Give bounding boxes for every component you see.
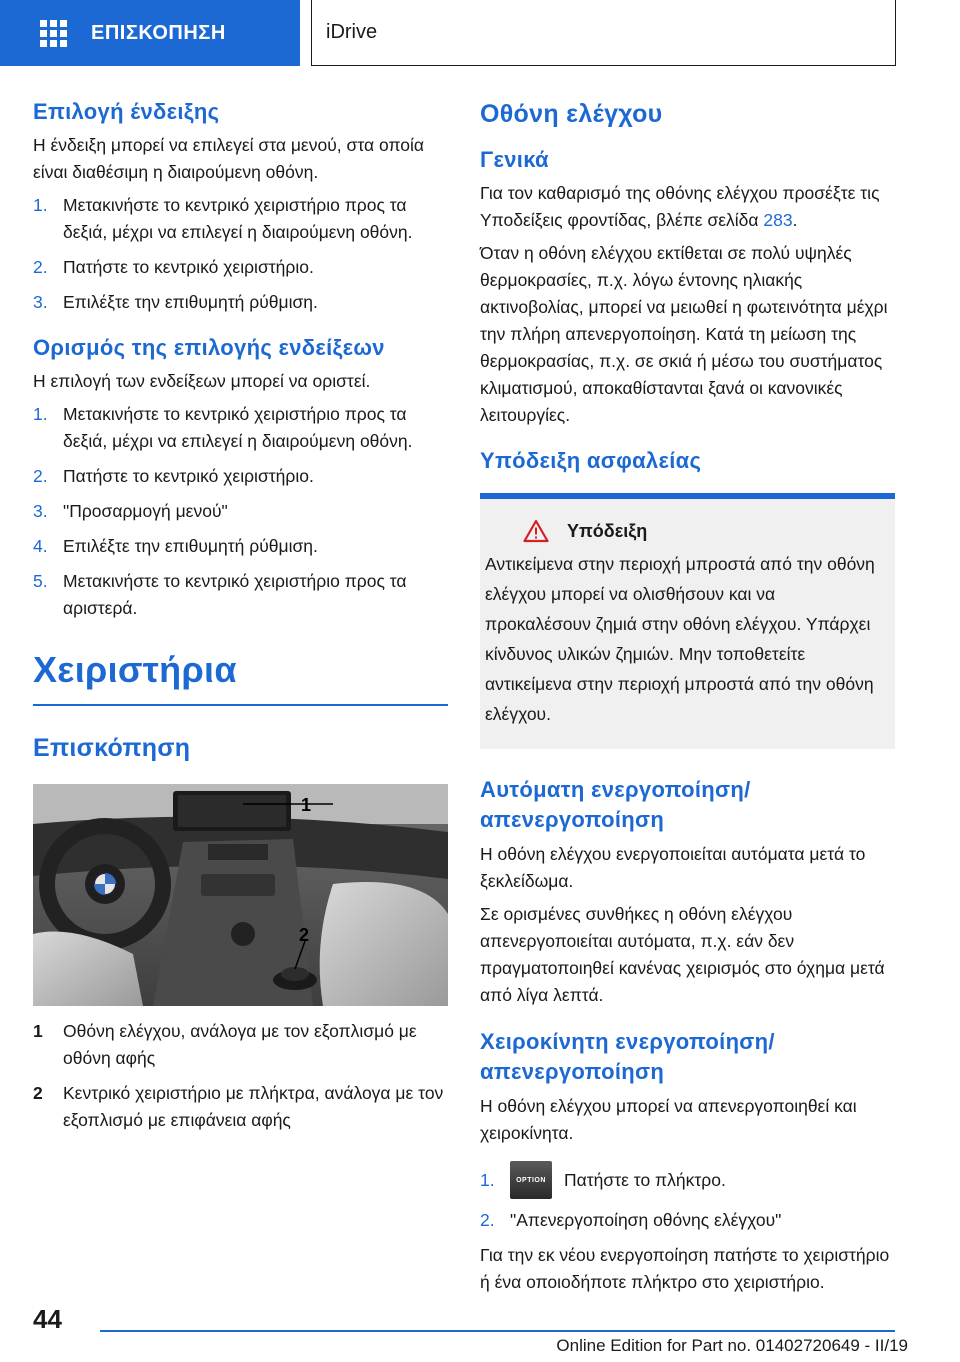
page-header	[0, 0, 960, 66]
list-item: 4. Επιλέξτε την επιθυμητή ρύθμιση.	[33, 536, 318, 556]
overview-heading: Επισκόπηση	[33, 733, 191, 762]
section-tab[interactable]	[311, 0, 896, 66]
controls-heading: Χειριστήρια	[33, 649, 237, 690]
footer-rule	[100, 1330, 895, 1332]
overview-tab-label: ΕΠΙΣΚΟΠΗΣΗ	[91, 21, 226, 44]
list-item: 2. Πατήστε το κεντρικό χειριστήριο.	[33, 466, 314, 486]
define-selection-title: Ορισμός της επιλογής ενδείξεων	[33, 335, 385, 360]
list-item: 2. "Απενεργοποίηση οθόνης ελέγχου"	[480, 1210, 782, 1230]
list-item: 1. Μετακινήστε το κεντρικό χειριστήριο προς τα δεξιά, μέχρι να επιλεγεί η διαιρούμενη οθόνη.	[33, 195, 413, 242]
section-tab-label: iDrive	[326, 21, 378, 43]
define-selection-intro: Η επιλογή των ενδείξεων μπορεί να οριστεί.	[33, 371, 371, 391]
edition-note: Online Edition for Part no. 01402720649 - II/19	[556, 1336, 908, 1355]
warning-title: Υπόδειξη	[567, 520, 648, 541]
page-number: 44	[33, 1304, 62, 1334]
list-item: 1. Μετακινήστε το κεντρικό χειριστήριο προς τα δεξιά, μέχρι να επιλεγεί η διαιρούμενη οθόνη.	[33, 404, 413, 451]
select-display-steps	[33, 192, 448, 316]
warning-header	[485, 519, 877, 543]
legend-item: 1 Οθόνη ελέγχου, ανάλογα με τον εξοπλισμό με οθόνη αφής	[33, 1020, 417, 1068]
section-divider	[33, 704, 448, 706]
right-column	[480, 98, 895, 1302]
manual-paragraph-1: Η οθόνη ελέγχου μπορεί να απενεργοποιηθεί και χειροκίνητα.	[480, 1096, 857, 1143]
safety-note-heading: Υπόδειξη ασφαλείας	[480, 448, 702, 473]
list-item: 1. OPTION Πατήστε το πλήκτρο.	[480, 1161, 895, 1199]
manual-steps	[480, 1161, 895, 1234]
warning-box	[480, 499, 895, 749]
auto-activation-heading: Αυτόματη ενεργοποίηση/απενεργοποίηση	[480, 777, 751, 832]
control-display-heading: Οθόνη ελέγχου	[480, 100, 663, 128]
cockpit-image	[33, 784, 448, 1006]
manual-activation-heading: Χειροκίνητη ενεργοποίηση/απενεργοποίηση	[480, 1029, 775, 1084]
warning-triangle-icon	[523, 519, 549, 543]
page-footer	[0, 1300, 960, 1362]
figure-legend	[33, 1018, 448, 1134]
grid-icon	[40, 20, 67, 47]
auto-paragraph-2: Σε ορισμένες συνθήκες η οθόνη ελέγχου απενεργοποιείται αυτόματα, π.χ. εάν δεν πραγματοποιηθεί κανένας χειρισμός στο όχημα μετά από λίγα λεπτά.	[480, 904, 885, 1005]
general-paragraph-2: Όταν η οθόνη ελέγχου εκτίθεται σε πολύ υψηλές θερμοκρασίες, π.χ. λόγω έντονης ηλιακής ακτινοβολίας, μπορεί να μειωθεί η φωτεινότητα μέχρι την πλήρη απενεργοποίηση. Κατά τη μείωση της θερμοκρασίας, π.χ. σε σκιά ή μέσω του συστήματος κλιματισμού, αποκαθίστανται ξανά οι κανονικές λειτουργίες.	[480, 243, 888, 425]
list-item: 3. Επιλέξτε την επιθυμητή ρύθμιση.	[33, 292, 318, 312]
warning-text: Αντικείμενα στην περιοχή μπροστά από την οθόνη ελέγχου μπορεί να ολισθήσουν και να προκαλέσουν ζημιά στην οθόνη ελέγχου. Υπάρχει κίνδυνος υλικών ζημιών. Μην τοποθετείτε αντικείμενα στην περιοχή μπροστά από την οθόνη ελέγχου.	[485, 554, 875, 724]
manual-paragraph-2: Για την εκ νέου ενεργοποίηση πατήστε το χειριστήριο ή ένα οποιοδήποτε πλήκτρο στο χειριστήριο.	[480, 1245, 890, 1292]
list-item: 2. Πατήστε το κεντρικό χειριστήριο.	[33, 257, 314, 277]
page-link-283[interactable]: 283	[763, 210, 793, 230]
general-heading: Γενικά	[480, 147, 549, 172]
left-column	[33, 98, 448, 1142]
overview-tab[interactable]	[0, 0, 300, 66]
callout-2: 2	[299, 924, 310, 945]
auto-paragraph-1: Η οθόνη ελέγχου ενεργοποιείται αυτόματα μετά το ξεκλείδωμα.	[480, 844, 866, 891]
callout-1: 1	[301, 794, 312, 815]
general-paragraph-1: Για τον καθαρισμό της οθόνης ελέγχου προσέξτε τις Υποδείξεις φροντίδας, βλέπε σελίδα 283.	[480, 183, 880, 230]
cockpit-illustration	[33, 784, 448, 1006]
option-key-icon[interactable]: OPTION	[510, 1161, 552, 1199]
list-item: 5. Μετακινήστε το κεντρικό χειριστήριο προς τα αριστερά.	[33, 571, 407, 618]
list-item: 3. "Προσαρμογή μενού"	[33, 501, 228, 521]
select-display-intro: Η ένδειξη μπορεί να επιλεγεί στα μενού, στα οποία είναι διαθέσιμη η διαιρούμενη οθόνη.	[33, 135, 425, 182]
select-display-title: Επιλογή ένδειξης	[33, 99, 220, 124]
legend-item: 2 Κεντρικό χειριστήριο με πλήκτρα, ανάλογα με τον εξοπλισμό με επιφάνεια αφής	[33, 1082, 444, 1130]
define-selection-steps	[33, 401, 448, 622]
